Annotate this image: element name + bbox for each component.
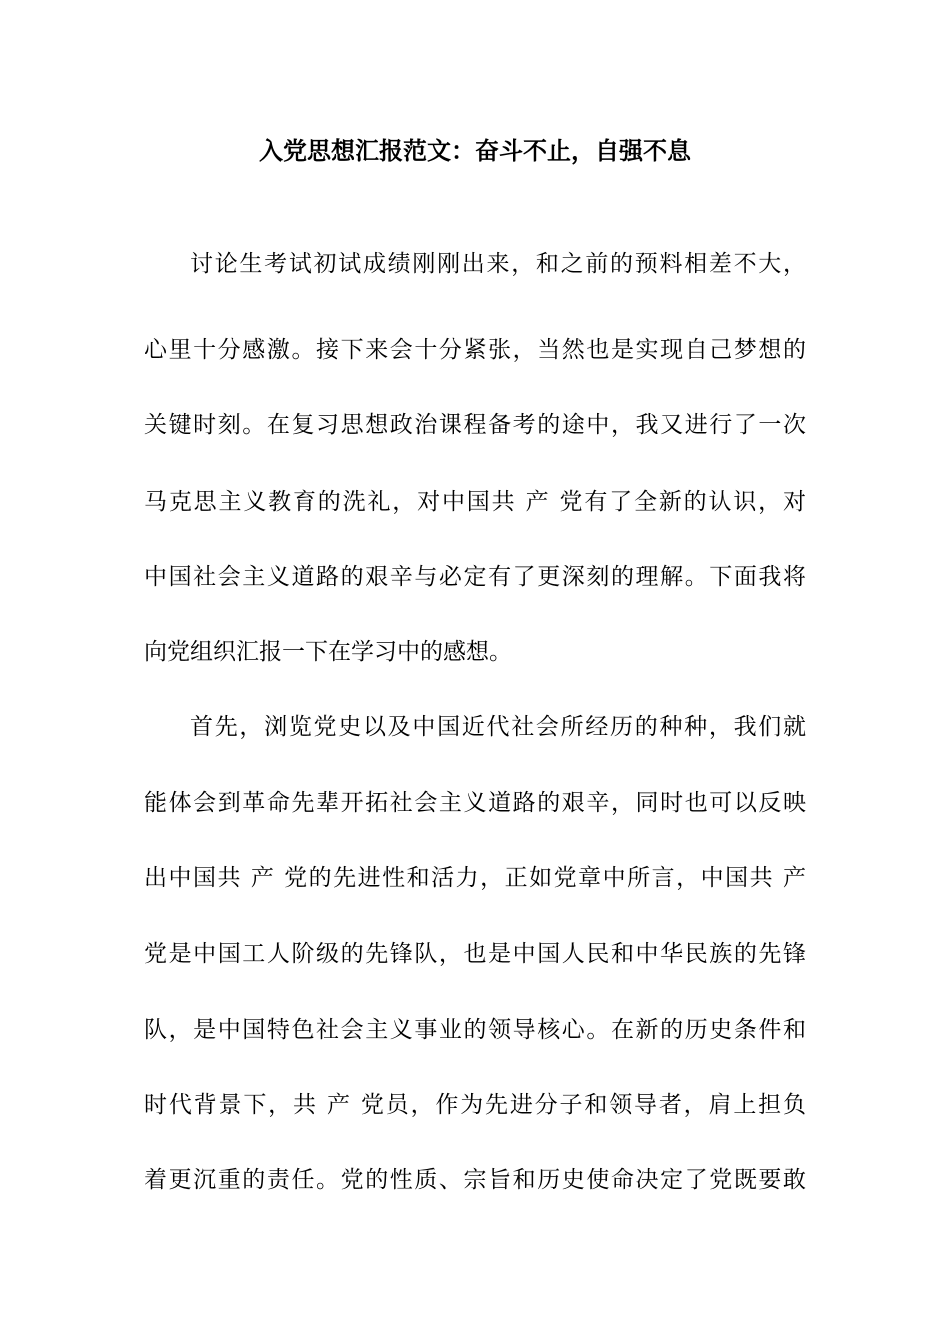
paragraph-2-line-6: 时代背景下，共 产 党员，作为先进分子和领导者，肩上担负 — [144, 1092, 806, 1118]
paragraph-1-line-2: 心里十分感激。接下来会十分紧张，当然也是实现自己梦想的 — [144, 337, 806, 363]
paragraph-1-line-3: 关键时刻。在复习思想政治课程备考的途中，我又进行了一次 — [144, 412, 806, 438]
paragraph-2-line-5: 队，是中国特色社会主义事业的领导核心。在新的历史条件和 — [144, 1017, 806, 1043]
document-title: 入党思想汇报范文：奋斗不止，自强不息 — [259, 137, 691, 165]
paragraph-2-line-3: 出中国共 产 党的先进性和活力，正如党章中所言，中国共 产 — [144, 865, 806, 891]
paragraph-1-line-4: 马克思主义教育的洗礼，对中国共 产 党有了全新的认识，对 — [144, 489, 806, 515]
paragraph-1-line-1: 讨论生考试初试成绩刚刚出来，和之前的预料相差不大， — [190, 251, 806, 277]
paragraph-2-line-4: 党是中国工人阶级的先锋队，也是中国人民和中华民族的先锋 — [144, 941, 806, 967]
paragraph-2-line-7: 着更沉重的责任。党的性质、宗旨和历史使命决定了党既要敢 — [144, 1167, 806, 1193]
paragraph-1-line-6: 向党组织汇报一下在学习中的感想。 — [144, 639, 512, 665]
paragraph-2-line-2: 能体会到革命先辈开拓社会主义道路的艰辛，同时也可以反映 — [144, 790, 806, 816]
paragraph-1-line-5: 中国社会主义道路的艰辛与必定有了更深刻的理解。下面我将 — [144, 564, 806, 590]
paragraph-2-line-1: 首先，浏览党史以及中国近代社会所经历的种种，我们就 — [190, 714, 806, 740]
